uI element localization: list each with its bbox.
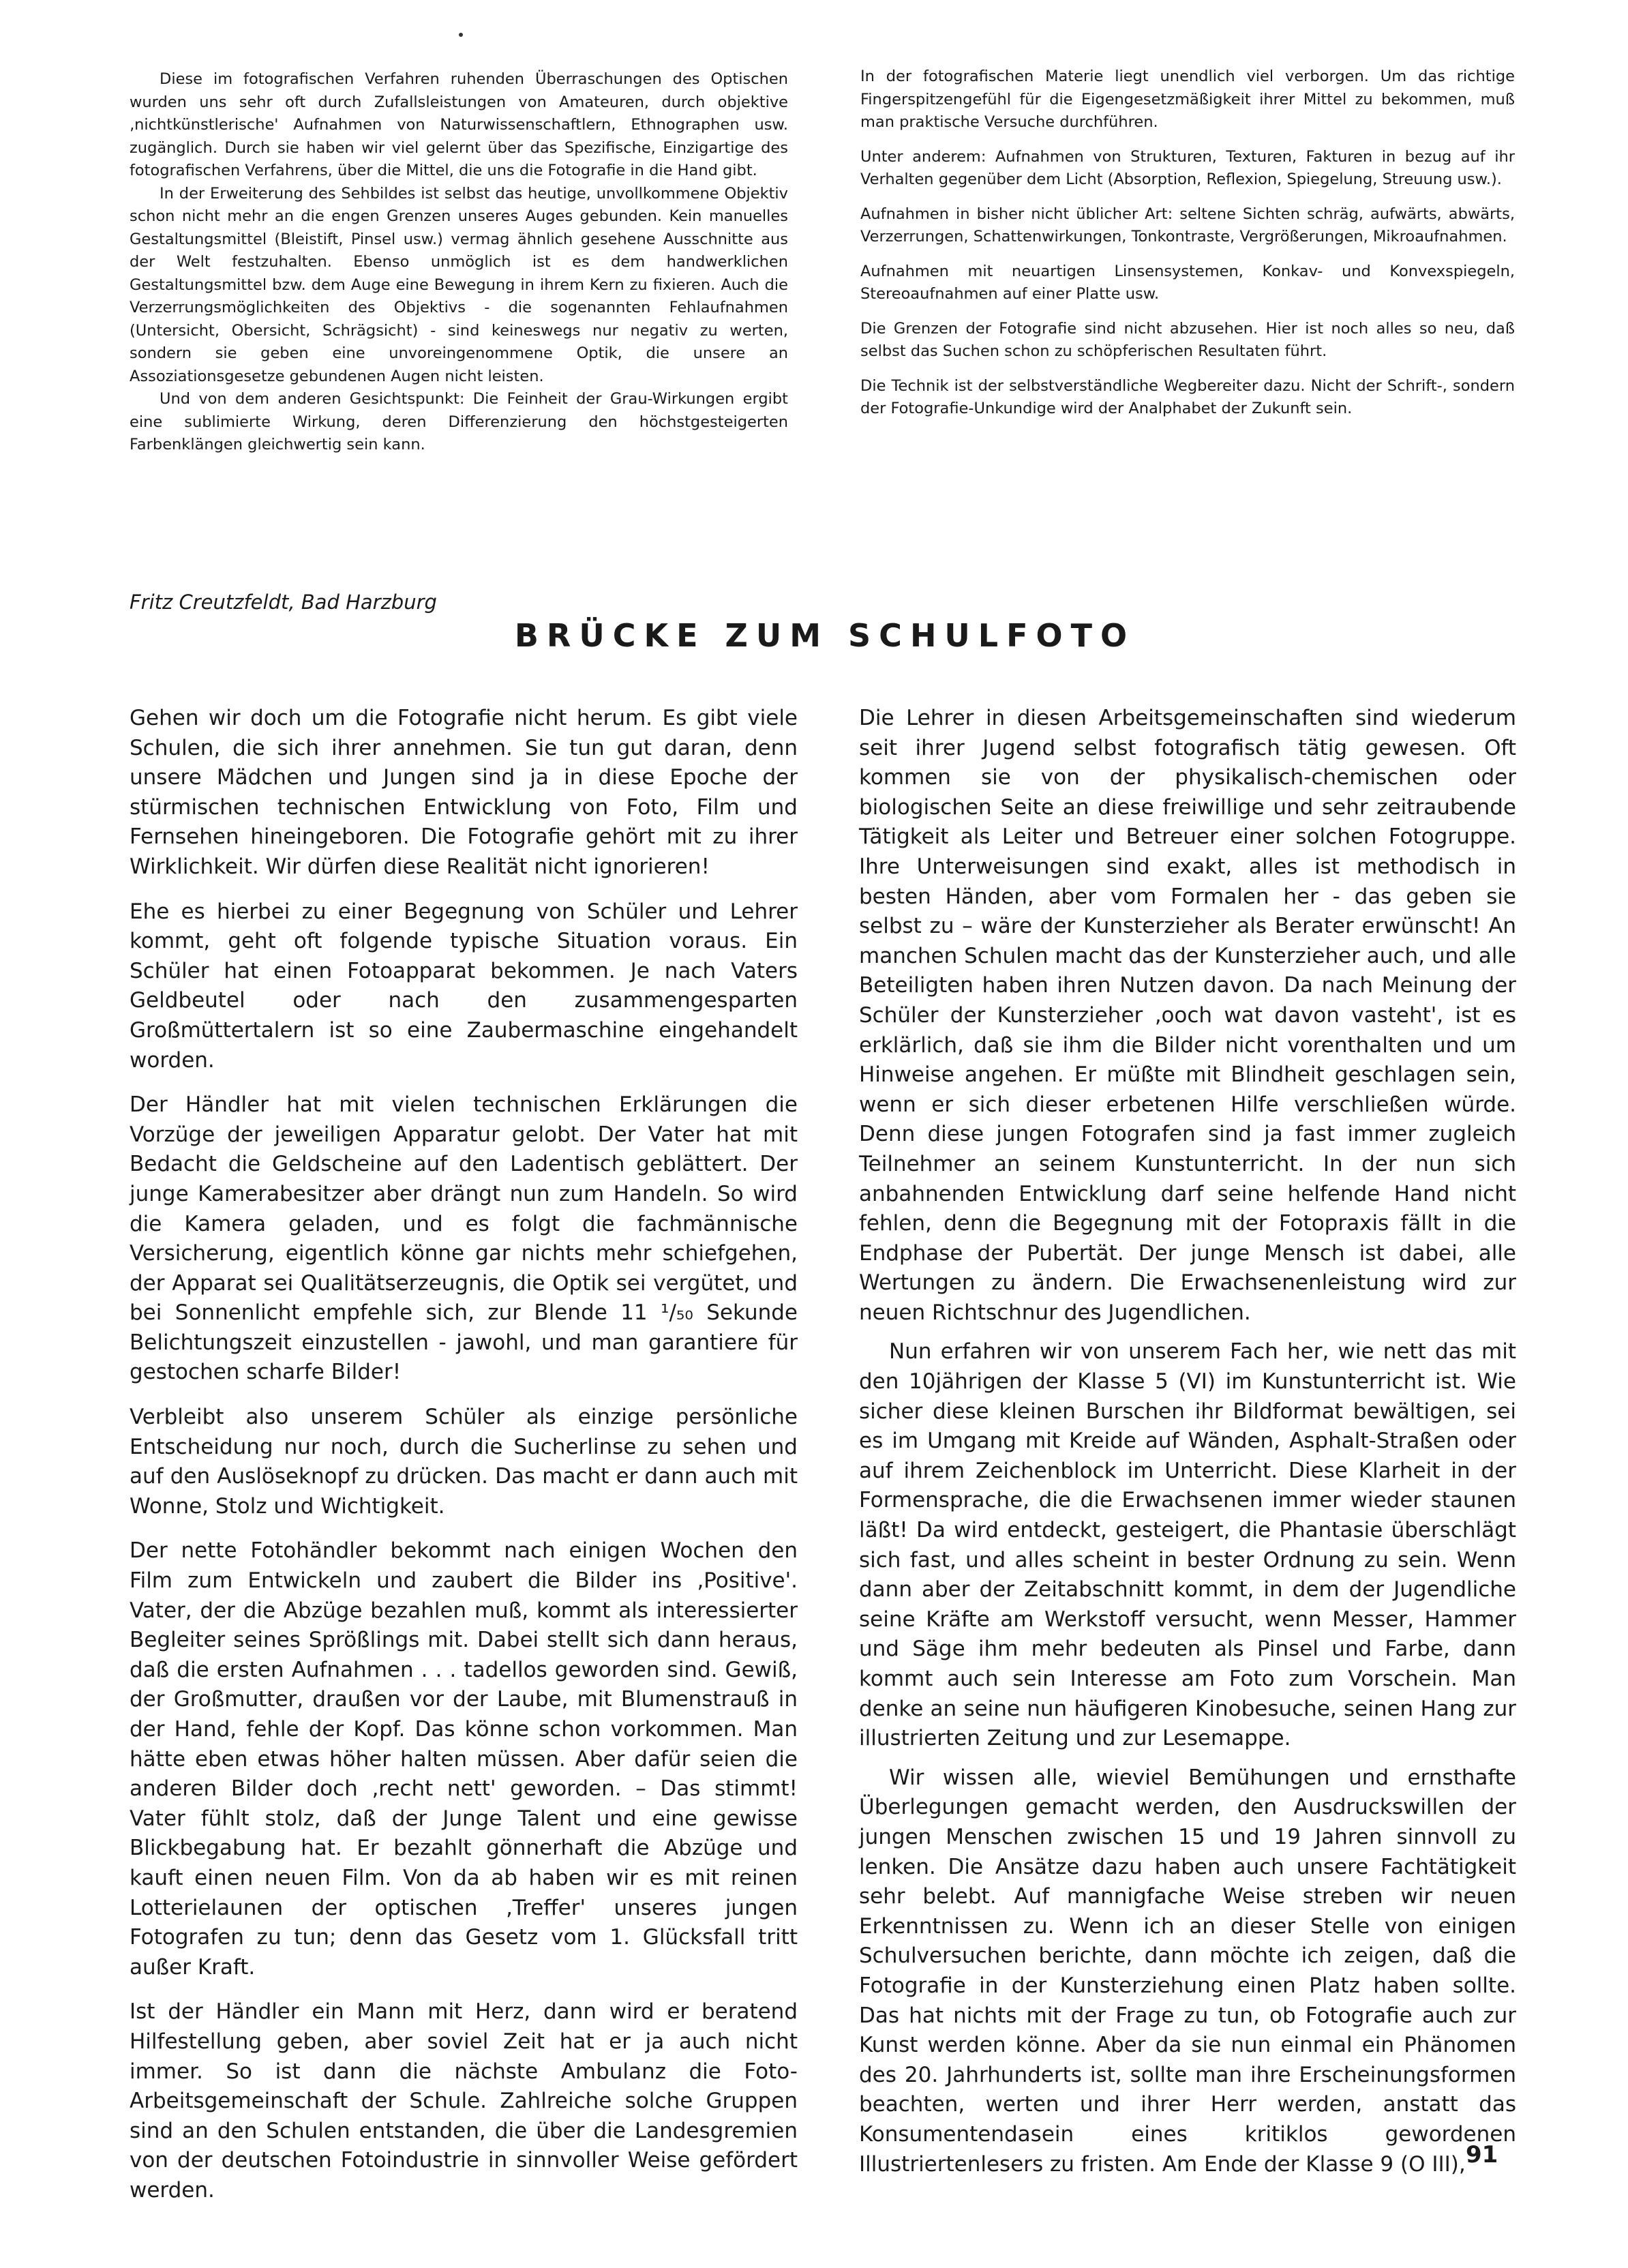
paragraph: Die Grenzen der Fotografie sind nicht abzusehen. Hier ist noch alles so neu, daß selbst das Suchen schon zu schöpferischen Resultaten führt. [860, 319, 1515, 360]
paragraph: Und von dem anderen Gesichtspunkt: Die Feinheit der Grau-Wirkungen ergibt eine sublimierte Wirkung, deren Differenzierung den höchstgesteigerten Farbenklängen gleichwertig sein kann. [130, 390, 788, 453]
bottom-right-column [859, 704, 1516, 2189]
paragraph: In der Erweiterung des Sehbildes ist selbst das heutige, unvollkommene Objektiv schon nicht mehr an die engen Grenzen unseres Auges gebunden. Kein manuelles Gestaltungsmittel (Bleistift, Pinsel usw.) vermag ähnlich gesehene Ausschnitte aus der Welt festzuhalten. Ebenso unmöglich ist es dem handwerklichen Gestaltungsmittel bzw. dem Auge eine Bewegung in ihrem Kern zu fixieren. Auch die Verzerrungsmöglichkeiten des Objektivs - die sogenannten Fehlaufnahmen (Untersicht, Obersicht, Schrägsicht) - sind keineswegs nur negativ zu werten, sondern sie geben eine unvoreingenommene Optik, die unsere an Assoziationsgesetze gebundenen Augen nicht leisten. [130, 184, 788, 385]
paragraph: Unter anderem: Aufnahmen von Strukturen, Texturen, Fakturen in bezug auf ihr Verhalten gegenüber dem Licht (Absorption, Reflexion, Spiegelung, Streuung usw.). [860, 147, 1515, 188]
paragraph: Diese im fotografischen Verfahren ruhenden Überraschungen des Optischen wurden uns sehr oft durch Zufallsleistungen von Amateuren, durch objektive ‚nichtkünstlerische' Aufnahmen von Naturwissenschaftlern, Ethnographen usw. zugänglich. Durch sie haben wir viel gelernt über das Spezifische, Einzigartige des fotografischen Verfahrens, über die Mittel, die uns die Fotografie in die Hand gibt. [130, 70, 788, 179]
paragraph: Verbleibt also unserem Schüler als einzige persönliche Entscheidung nur noch, durch die Sucherlinse zu sehen und auf den Auslöseknopf zu drücken. Das macht er dann auch mit Wonne, Stolz und Wichtigkeit. [130, 1405, 798, 1519]
paragraph: Aufnahmen mit neuartigen Linsensystemen, Konkav- und Konvexspiegeln, Stereoaufnahmen auf einer Platte usw. [860, 262, 1515, 303]
paragraph: Nun erfahren wir von unserem Fach her, wie nett das mit den 10jährigen der Klasse 5 (VI) im Kunstunterricht ist. Wie sicher diese kleinen Burschen ihr Bildformat bewältigen, sei es im Umgang mit Kreide auf Wänden, Asphalt-Straßen oder auf ihrem Zeichenblock im Unterricht. Diese Klarheit in der Formensprache, die die Erwachsenen immer wieder staunen läßt! Da wird entdeckt, gesteigert, die Phantasie überschlägt sich fast, und alles scheint in bester Ordnung zu sein. Wenn dann aber der Zeitabschnitt kommt, in dem der Jugendliche seine Kräfte am Werkstoff versucht, wenn Messer, Hammer und Säge ihm mehr bedeuten als Pinsel und Farbe, dann kommt auch sein Interesse am Foto zum Vorschein. Man denke an seine nun häufigeren Kinobesuche, seinen Hang zur illustrierten Zeitung und zur Lesemappe. [859, 1339, 1516, 1751]
top-right-column [860, 65, 1515, 432]
paragraph: Wir wissen alle, wieviel Bemühungen und ernsthafte Überlegungen gemacht werden, den Ausdruckswillen der jungen Menschen zwischen 15 und 19 Jahren sinnvoll zu lenken. Die Ansätze dazu haben auch unsere Fachtätigkeit sehr belebt. Auf mannigfache Weise streben wir neuen Erkenntnissen zu. Wenn ich an dieser Stelle von einigen Schulversuchen berichte, dann möchte ich zeigen, daß die Fotografie in der Kunsterziehung einen Platz haben sollte. Das hat nichts mit der Frage zu tun, ob Fotografie auch zur Kunst werden könne. Aber da sie nun einmal ein Phänomen des 20. Jahrhunderts ist, sollte man ihre Erscheinungsformen beachten, werten und ihrer Herr werden, anstatt das Konsumentendasein eines kritiklos gewordenen Illustriertenlesers zu fristen. Am Ende der Klasse 9 (O III), [859, 1765, 1516, 2177]
paragraph: Die Lehrer in diesen Arbeitsgemeinschaften sind wiederum seit ihrer Jugend selbst fotografisch tätig gewesen. Oft kommen sie von der physikalisch-chemischen oder biologischen Seite an diese freiwillige und sehr zeitraubende Tätigkeit als Leiter und Betreuer einer solchen Fotogruppe. Ihre Unterweisungen sind exakt, alles ist methodisch in besten Händen, aber vom Formalen her - das geben sie selbst zu – wäre der Kunsterzieher als Berater erwünscht! An manchen Schulen macht das der Kunsterzieher auch, und alle Beteiligten haben ihren Nutzen davon. Da nach Meinung der Schüler der Kunsterzieher ‚ooch wat davon vasteht', ist es erklärlich, daß sie ihm die Bilder nicht vorenthalten und um Hinweise angehen. Er müßte mit Blindheit geschlagen sein, wenn er sich dieser erbetenen Hilfe verschließen würde. Denn diese jungen Fotografen sind ja fast immer zugleich Teilnehmer an seinem Kunstunterricht. In der nun sich anbahnenden Entwicklung darf seine helfende Hand nicht fehlen, denn die Begegnung mit der Fotopraxis fällt in die Endphase der Pubertät. Der junge Mensch ist dabei, alle Wertungen zu ändern. Die Erwachsenenleistung wird zur neuen Richtschnur des Jugendlichen. [859, 706, 1516, 1325]
paragraph: Aufnahmen in bisher nicht üblicher Art: seltene Sichten schräg, aufwärts, abwärts, Verzerrungen, Schattenwirkungen, Tonkontraste, Vergrößerungen, Mikroaufnahmen. [860, 205, 1515, 245]
paragraph: Der Händler hat mit vielen technischen Erklärungen die Vorzüge der jeweiligen Apparatur gelobt. Der Vater hat mit Bedacht die Geldscheine auf den Ladentisch geblättert. Der junge Kamerabesitzer aber drängt nun zum Handeln. So wird die Kamera geladen, und es folgt die fachmännische Versicherung, eigentlich könne gar nichts mehr schiefgehen, der Apparat sei Qualitätserzeugnis, die Optik sei vergütet, und bei Sonnenlicht empfehle sich, zur Blende 11 ¹/₅₀ Sekunde Belichtungszeit einzustellen - jawohl, und man garantiere für gestochen scharfe Bilder! [130, 1092, 798, 1385]
paragraph: Gehen wir doch um die Fotografie nicht herum. Es gibt viele Schulen, die sich ihrer annehmen. Sie tun gut daran, denn unsere Mädchen und Jungen sind ja in diese Epoche der stürmischen technischen Entwicklung von Foto, Film und Fernsehen hineingeboren. Die Fotografie gehört mit zu ihrer Wirklichkeit. Wir dürfen diese Realität nicht ignorieren! [130, 706, 798, 879]
paragraph: Der nette Fotohändler bekommt nach einigen Wochen den Film zum Entwickeln und zaubert die Bilder ins ‚Positive'. Vater, der die Abzüge bezahlen muß, kommt als interessierter Begleiter seines Sprößlings mit. Dabei stellt sich dann heraus, daß die ersten Aufnahmen . . . tadellos geworden sind. Gewiß, der Großmutter, draußen vor der Laube, mit Blumenstrauß in der Hand, fehle der Kopf. Das könne schon vorkommen. Man hätte eben etwas höher halten müssen. Aber dafür seien die anderen Bilder doch ‚recht nett' geworden. – Das stimmt! Vater fühlt stolz, daß der Junge Talent und eine gewisse Blickbegabung hat. Er bezahlt gönnerhaft die Abzüge und kauft einen neuen Film. Von da ab haben wir es mit reinen Lotterielaunen der optischen ‚Treffer' unseres jungen Fotografen zu tun; denn das Gesetz vom 1. Glücksfall tritt außer Kraft. [130, 1538, 798, 1980]
ink-dot [459, 33, 463, 37]
article-author: Fritz Creutzfeldt, Bad Harzburg [130, 591, 437, 614]
paragraph: Ist der Händler ein Mann mit Herz, dann wird er beratend Hilfestellung geben, aber soviel Zeit hat er ja auch nicht immer. So ist dann die nächste Ambulanz die Foto-Arbeitsgemeinschaft der Schule. Zahlreiche solche Gruppen sind an den Schulen entstanden, die über die Landesgremien von der deutschen Fotoindustrie in sinnvoller Weise gefördert werden. [130, 1999, 798, 2203]
bottom-left-column [130, 704, 798, 2221]
paragraph: Ehe es hierbei zu einer Begegnung von Schüler und Lehrer kommt, geht oft folgende typische Situation voraus. Ein Schüler hat einen Fotoapparat bekommen. Je nach Vaters Geldbeutel oder nach den zusammengesparten Großmüttertalern ist so eine Zaubermaschine eingehandelt worden. [130, 899, 798, 1073]
paragraph: Die Technik ist der selbstverständliche Wegbereiter dazu. Nicht der Schrift-, sondern der Fotografie-Unkundige wird der Analphabet der Zukunft sein. [860, 376, 1515, 417]
page-number: 91 [1466, 2141, 1498, 2168]
paragraph: In der fotografischen Materie liegt unendlich viel verborgen. Um das richtige Fingerspitzengefühl für die Eigengesetzmäßigkeit ihrer Mittel zu bekommen, muß man praktische Versuche durchführen. [860, 68, 1515, 131]
top-left-column [130, 68, 788, 457]
article-title: BRÜCKE ZUM SCHULFOTO [514, 617, 1136, 654]
